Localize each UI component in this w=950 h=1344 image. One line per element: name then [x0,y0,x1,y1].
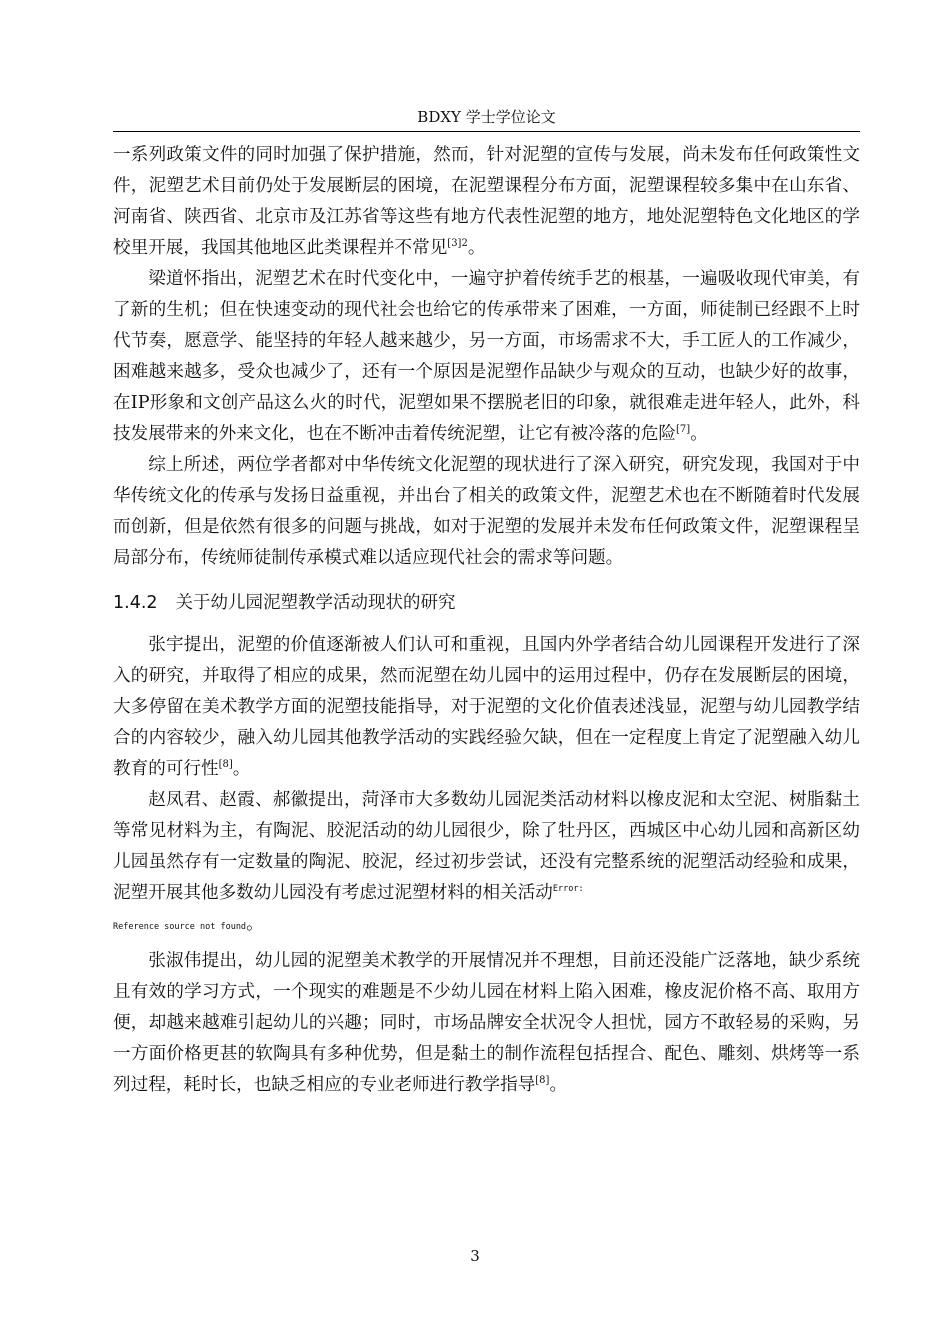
reference-error-text: Reference source not found [113,922,247,932]
paragraph-5: 赵凤君、赵霞、郝徽提出，菏泽市大多数幼儿园泥类活动材料以橡皮泥和太空泥、树脂黏土等常见材料为主，有陶泥、胶泥活动的幼儿园很少，除了牡丹区，西城区中心幼儿园和高新区幼儿园虽然存有一定数量的陶泥、胶泥，经过初步尝试，还没有完整系统的泥塑活动经验和成果，泥塑开展其他多数幼儿园没有考虑过泥塑材料的相关活动$^{Error:}$ Reference source not found。 [113,790,860,934]
citation: [8] [535,1075,550,1086]
running-header: BDXY 学士学位论文 [417,108,556,126]
citation: [8] [218,759,233,770]
section-number: 1.4.2 [113,593,158,613]
header-rule [113,131,860,132]
reference-error-marker: Error: [552,884,584,894]
page-body [113,140,860,1101]
paragraph-1: 一系列政策文件的同时加强了保护措施，然而，针对泥塑的宣传与发展，尚未发布任何政策性文件，泥塑艺术目前仍处于发展断层的困境，在泥塑课程分布方面，泥塑课程较多集中在山东省、河南省、陕西省、北京市及江苏省等这些有地方代表性泥塑的地方，地处泥塑特色文化地区的学校里开展，我国其他地区此类课程并不常见$^{[3]2}$。 [113,145,860,258]
citation: [3]2 [447,238,468,249]
section-heading [113,588,860,618]
paragraph-4: 张宇提出，泥塑的价值逐渐被人们认可和重视，且国内外学者结合幼儿园课程开发进行了深入的研究，并取得了相应的成果，然而泥塑在幼儿园中的运用过程中，仍存在发展断层的困境，大多停留在美术教学方面的泥塑技能指导，对于泥塑的文化价值表述浅显，泥塑与幼儿园教学结合的内容较少，融入幼儿园其他教学活动的实践经验欠缺，但在一定程度上肯定了泥塑融入幼儿教育的可行性[8]。 [113,635,860,779]
paragraph-6: 张淑伟提出，幼儿园的泥塑美术教学的开展情况并不理想，目前还没能广泛落地，缺少系统且有效的学习方式，一个现实的难题是不少幼儿园在材料上陷入困难，橡皮泥价格不高、取用方便，却越来越难引起幼儿的兴趣；同时，市场品牌安全状况令人担忧，园方不敢轻易的采购，另一方面价格更甚的软陶具有多种优势，但是黏土的制作流程包括捏合、配色、雕刻、烘烤等一系列过程，耗时长，也缺乏相应的专业老师进行教学指导[8]。 [113,951,860,1095]
page-number: 3 [470,1247,480,1265]
paragraph-2: 梁道怀指出，泥塑艺术在时代变化中，一遍守护着传统手艺的根基，一遍吸收现代审美，有了新的生机；但在快速变动的现代社会也给它的传承带来了困难，一方面，师徒制已经跟不上时代节奏，愿意学、能坚持的年轻人越来越少，另一方面，市场需求不大，手工匠人的工作减少，困难越来越多，受众也减少了，还有一个原因是泥塑作品缺少与观众的互动，也缺少好的故事，在IP形象和文创产品这么火的时代，泥塑如果不摆脱老旧的印象，就很难走进年轻人，此外，科技发展带来的外来文化，也在不断冲击着传统泥塑，让它有被冷落的危险[7]。 [113,269,860,444]
paragraph-3: 综上所述，两位学者都对中华传统文化泥塑的现状进行了深入研究，研究发现，我国对于中华传统文化的传承与发扬日益重视，并出台了相关的政策文件，泥塑艺术也在不断随着时代发展而创新，但是依然有很多的问题与挑战，如对于泥塑的发展并未发布任何政策文件，泥塑课程呈局部分布，传统师徒制传承模式难以适应现代社会的需求等问题。 [113,455,860,568]
section-title: 关于幼儿园泥塑教学活动现状的研究 [175,593,456,613]
citation: [7] [676,424,691,435]
